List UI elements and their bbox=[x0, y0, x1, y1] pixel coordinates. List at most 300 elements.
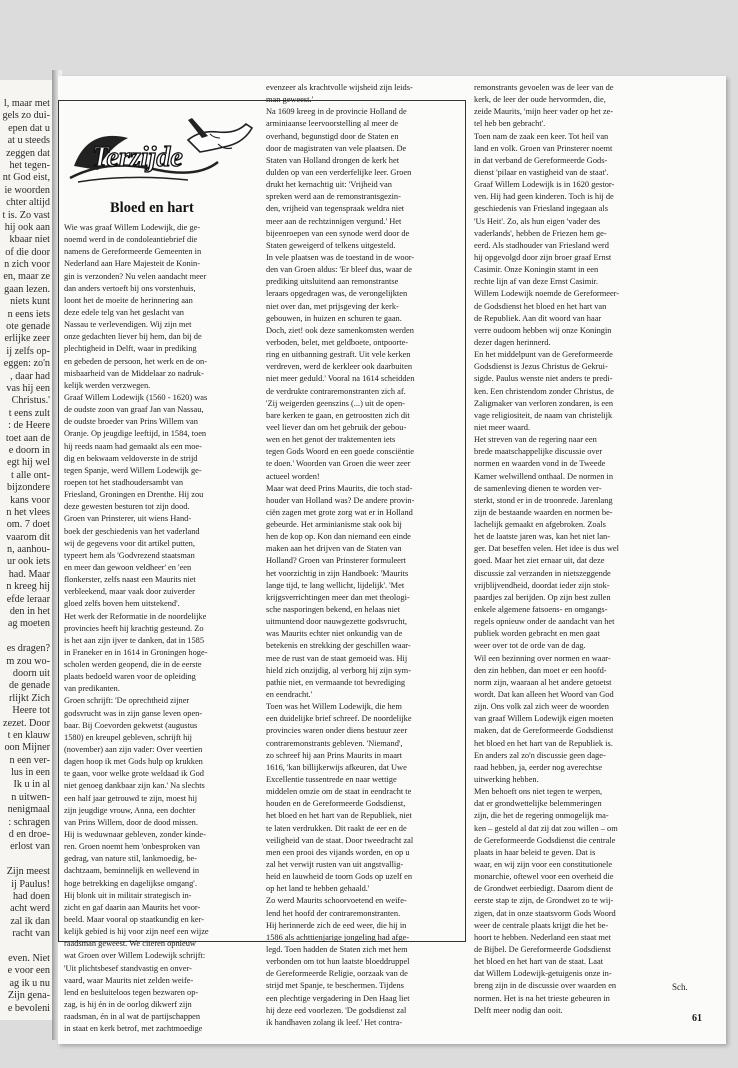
left-page-line: de genade bbox=[8, 680, 50, 692]
text-line: raadsman, én in al wat de partijschappen bbox=[64, 1012, 201, 1022]
left-page-line: n, aanhou- bbox=[7, 544, 50, 556]
text-line: zag, is hij én in de oorlog dikwerf zijn bbox=[64, 1000, 192, 1009]
left-page-line: had doen bbox=[12, 891, 50, 902]
text-line: flonkerster, zelfs naast een Maurits niet bbox=[64, 575, 196, 585]
text-line: uitwerking hebben. bbox=[474, 775, 539, 785]
text-line: Godsdienst is Jezus Christus de Gekrui- bbox=[474, 362, 608, 372]
left-page-line: n eens iets bbox=[7, 308, 50, 320]
left-page-line: kbaar niet bbox=[9, 234, 50, 246]
article-column-1 bbox=[64, 222, 256, 1035]
text-line: deze edele telg van het geslacht van bbox=[64, 307, 184, 317]
text-line: het bloed en het hart van de Republiek, niet bbox=[266, 811, 412, 821]
left-page-line: Christus.' bbox=[11, 395, 50, 407]
left-page-line: es dragen? bbox=[6, 643, 50, 655]
left-page-line: even. Niet bbox=[8, 952, 50, 964]
text-line: Casimir. Onze Koningin stamt in een bbox=[474, 265, 599, 275]
left-page-line: n zich voor bbox=[4, 259, 50, 271]
text-line: man geweest.' bbox=[266, 95, 314, 105]
terzijde-logo bbox=[68, 108, 258, 188]
text-line: plechtigheid in Delft, waar in prediking bbox=[64, 344, 197, 354]
text-line: ven. Hij had geen kinderen. Toch is hij de bbox=[474, 192, 614, 202]
left-page-line bbox=[0, 941, 50, 953]
text-line: meer aan de rechtzinnigen vergund.' Het bbox=[266, 216, 402, 226]
left-page-line: acht werd bbox=[10, 903, 50, 915]
text-line: het de laatste jaren was, kan het niet lan- bbox=[474, 532, 611, 542]
text-line: het voorzichtig in zijn Handboek: 'Maurits bbox=[266, 568, 409, 578]
left-page-line: nenigmaal bbox=[7, 804, 50, 816]
text-line: provincies heeft hij krachtig gesteund. Zo bbox=[64, 623, 204, 633]
text-line: hield zich onzijdig, al verborg hij zijn sym- bbox=[266, 665, 411, 675]
left-page-line: t en klauw bbox=[7, 729, 50, 741]
left-page-line: Ik u in al bbox=[13, 779, 50, 791]
text-line: lend en besluiteloos tegen bezwaren op- bbox=[64, 987, 199, 997]
left-page-line: ag ik u nu bbox=[9, 977, 50, 989]
text-line: Toen was het Willem Lodewijk, die hem bbox=[266, 702, 402, 712]
text-line: zigen, dat in onze staatsvorm Gods Woord bbox=[474, 908, 616, 918]
text-line: Nassau te verlevendigen. Wij zijn met bbox=[64, 320, 192, 330]
text-line: kelijk werden verzwegen. bbox=[64, 380, 151, 390]
text-line: de Gereformeerde Religie, oorzaak van de bbox=[266, 969, 408, 979]
text-line: te gaan, voor welke grote weldaad ik God bbox=[64, 769, 204, 779]
text-line: de oudste broeder van Prins Willem van bbox=[64, 417, 198, 427]
left-page-line: ij Paulus! bbox=[11, 878, 50, 890]
text-line: vaard, waar Maurits niet zelden weife- bbox=[64, 975, 194, 985]
text-line: 'Us Heit'. Zo, als hun eigen 'vader des bbox=[474, 216, 601, 226]
text-line: dagen hoop ik met Gods hulp op krukken bbox=[64, 757, 203, 767]
text-line: ren. Groen noemt hem 'onbesproken van bbox=[64, 842, 200, 852]
text-line: tegen Spanje, werd Willem Lodewijk ge- bbox=[64, 465, 202, 475]
text-line: en eendracht.' bbox=[266, 690, 313, 700]
text-line: niet over dan, met prijsgeving der kerk- bbox=[266, 301, 399, 311]
text-line: boek der geschiedenis van het vaderland bbox=[64, 526, 200, 536]
text-line: verbonden om tot hun laatste bloeddruppel bbox=[266, 957, 410, 967]
text-line: Het streven van de regering naar een bbox=[474, 435, 597, 445]
text-line: uitmuntend door nauwgezette godsvrucht, bbox=[266, 617, 407, 627]
left-page-line: lus in een bbox=[10, 767, 50, 779]
left-page-line: racht van bbox=[12, 928, 50, 940]
text-line: ken – gesteld al dat zij dat zou willen – om bbox=[474, 823, 618, 833]
text-line: Het werk der Reformatie in de noordelijke bbox=[64, 611, 207, 621]
text-line: zal het verwijt rusten van uit angstvallig- bbox=[266, 860, 404, 869]
text-line: dat Willem Lodewijk-getuigenis onze in- bbox=[474, 969, 612, 979]
text-line: waar, en wij zijn voor een constitutionele bbox=[474, 860, 613, 869]
text-line: legd. Toen hadden de Staten zich met hem bbox=[266, 944, 408, 954]
text-line: Wie was graaf Willem Lodewijk, die ge- bbox=[64, 223, 201, 232]
text-line: gin is verzonden? Nu velen aandacht meer bbox=[64, 271, 207, 281]
text-line: publiek worden gebracht en men gaat bbox=[474, 629, 600, 639]
text-line: bijeenroepen van een synode werd door de bbox=[266, 228, 410, 238]
text-line: baar. Bij Coevorden gekwetst (augustus bbox=[64, 720, 198, 730]
text-line: Maar wat deed Prins Maurits, die toch stad- bbox=[266, 483, 413, 493]
text-line: de Godsdienst het bloed en het hart van bbox=[474, 301, 607, 311]
text-line: enkele algemene fatsoens- en omgangs- bbox=[474, 605, 608, 615]
text-line: normen. Het is na het trieste gebeuren in bbox=[474, 993, 610, 1003]
article-column-3 bbox=[474, 82, 718, 1017]
text-line: spreken werd aan de remonstrantsgezin- bbox=[266, 192, 401, 202]
text-line: niet genoeg dankbaar zijn kan.' Na slechts bbox=[64, 781, 205, 791]
text-line: mee de rust van de staat gemoeid was. Hij bbox=[266, 653, 408, 663]
text-line: de verdrukte contraremonstranten zich af. bbox=[266, 386, 406, 396]
left-page-line: erlijke zeer bbox=[4, 333, 50, 345]
text-line: beeld. Maar vooral op staatkundig en ker- bbox=[64, 915, 205, 925]
text-line: middelen omzie om de staat in eendracht te bbox=[266, 787, 412, 797]
text-line: niet meer waard. bbox=[474, 422, 531, 432]
text-line: krijgsverrichtingen meer dan met theologi- bbox=[266, 592, 410, 602]
text-line: zijn. Ons volk zal zich weer de woorden bbox=[474, 702, 609, 712]
logo-text: Terzijde bbox=[92, 142, 183, 173]
left-page-line: bijzondere bbox=[7, 482, 50, 494]
text-line: in Franeker en in 1614 in Groningen hoge- bbox=[64, 647, 208, 657]
left-page-line: niets kunt bbox=[10, 296, 50, 308]
left-page-line: erlost van bbox=[10, 841, 50, 853]
text-line: Doch, ziet! ook deze samenkomsten werden bbox=[266, 325, 414, 335]
text-line: geschiedenis van Friesland ingegaan als bbox=[474, 204, 608, 214]
left-page-line bbox=[0, 631, 50, 643]
left-page-line: doorn uit bbox=[12, 667, 50, 679]
text-line: vrijblijvendheid, doordat ieder zijn stok- bbox=[474, 580, 610, 590]
text-line: eerste stap te zijn, de Grondwet zo te wij- bbox=[474, 896, 614, 906]
text-line: ger. Dat beseffen velen. Het idee is dus wel bbox=[474, 544, 619, 554]
text-line: monarchie, oftewel voor een overheid die bbox=[474, 872, 614, 882]
left-page-line: of die door bbox=[5, 246, 50, 258]
left-page-line: zeggen dat bbox=[6, 147, 50, 159]
text-line: betekenis en strekking der geschillen waar- bbox=[266, 641, 411, 651]
text-line: scholen werden geopend, die in de eerste bbox=[64, 660, 202, 670]
text-line: zijn de bestaande waarden en normen be- bbox=[474, 507, 613, 517]
text-line: paardjes zal berijden. Op zijn best zullen bbox=[474, 592, 611, 602]
text-line: normen en waarden vond in de Tweede bbox=[474, 459, 606, 469]
text-line: een half jaar getrouwd te zijn, moest hij bbox=[64, 793, 198, 803]
text-line: wij de gegevens voor dit artikel putten, bbox=[64, 538, 195, 548]
article-column-2 bbox=[266, 82, 459, 1029]
left-page-line: : schragen bbox=[8, 816, 50, 828]
left-page-line: ote genade bbox=[6, 321, 50, 333]
text-line: sigde. Paulus wenste niet anders te predi- bbox=[474, 374, 613, 384]
text-line: raadsman geweest. We citeren opnieuw bbox=[64, 939, 196, 949]
text-line: Hij blonk uit in militair strategisch in- bbox=[64, 890, 192, 900]
left-page-line: oon Mijner bbox=[4, 742, 50, 754]
text-line: Zaligmaker van verloren zondaren, is een bbox=[474, 398, 614, 408]
text-line: actueel worden! bbox=[266, 471, 320, 481]
text-line: in dat verband de Gereformeerde Gods- bbox=[474, 155, 608, 165]
text-line: dig en bekwaam veldoverste in de strijd bbox=[64, 453, 198, 463]
text-line: Hij is weduwnaar gebleven, zonder kinde- bbox=[64, 830, 206, 840]
text-line: 1586 als achttienjarige jongeling had afge- bbox=[266, 932, 410, 942]
text-line: vaderlands', hebben de Friezen hem ge- bbox=[474, 228, 607, 238]
text-line: te doen.' Woorden van Groen die weer zeer bbox=[266, 459, 411, 469]
left-page-line: e bevoleni bbox=[7, 1002, 50, 1014]
text-line: verbleekend, maar vaak door zuiverder bbox=[64, 587, 195, 597]
text-line: misbaarheid van de Middelaar zo nadruk- bbox=[64, 368, 204, 378]
text-line: Wil een bezinning over normen en waar- bbox=[474, 653, 611, 663]
text-line: overhand, begunstigd door de Staten en bbox=[266, 131, 399, 141]
text-line: dan anders vertoeft bij ons vorstenhuis, bbox=[64, 283, 196, 293]
left-page-line: t is. Zo vast bbox=[2, 209, 50, 221]
text-line: hij opgevolgd door zijn broer graaf Ernst bbox=[474, 252, 612, 262]
text-line: heid en lauwheid de toorn Gods op uzelf en bbox=[266, 872, 413, 882]
text-line: 1580) en kreupel gebleven, schrijft hij bbox=[64, 732, 192, 742]
text-line: regels opnieuw onder de aandacht van het bbox=[474, 617, 615, 627]
text-line: den van Groen aldus: 'Er bleef dus, waar de bbox=[266, 265, 412, 275]
text-line: de Gereformeerde Godsdienst die centrale bbox=[474, 835, 616, 845]
text-line: Nederland aan Hare Majesteit de Konin- bbox=[64, 259, 201, 269]
text-line: dezer dagen herinnerd. bbox=[474, 337, 551, 347]
text-line: zo schreef hij aan Prins Maurits in maart bbox=[266, 750, 403, 760]
text-line: eerd. Als stadhouder van Friesland werd bbox=[474, 240, 609, 250]
text-line: den zin hebben, dan moet er een hoofd- bbox=[474, 665, 607, 675]
text-line: de Republiek. Aan dit woord van haar bbox=[474, 313, 602, 323]
text-line: rechte lijn af van deze Ernst Casimir. bbox=[474, 277, 598, 287]
left-page-line: Heere tot bbox=[12, 705, 50, 717]
left-page-line: n kreeg hij bbox=[6, 581, 50, 593]
text-line: land en volk. Groen van Prinsterer noemt bbox=[474, 143, 613, 153]
text-line: ken. Een christendom zonder Christus, de bbox=[474, 386, 614, 396]
page-number: 61 bbox=[692, 1013, 702, 1024]
left-page-line: n het vlees bbox=[6, 506, 50, 518]
left-page-line: toet aan de bbox=[5, 432, 50, 444]
text-line: Delft meer nodig dan ooit. bbox=[474, 1005, 563, 1015]
text-line: Na 1609 kreeg in de provincie Holland de bbox=[266, 107, 407, 117]
text-line: 'Zij weigerden geenszins (...) uit de open- bbox=[266, 398, 405, 408]
left-page-line: l, maar met bbox=[3, 98, 50, 109]
text-line: van predikanten. bbox=[64, 684, 120, 694]
text-line: gedrag, van nature stil, lankmoedig, be- bbox=[64, 854, 198, 864]
text-line: namens de Gereformeerde Gemeenten in bbox=[64, 247, 202, 257]
text-line: breng zijn in de discussie over waarden en bbox=[474, 981, 617, 991]
left-page-line: at u steeds bbox=[7, 135, 50, 147]
text-line: Staten van Holland drongen de kerk het bbox=[266, 155, 400, 165]
left-page-line: efde leraar bbox=[6, 593, 50, 605]
text-line: dat er grondwettelijke belemmeringen bbox=[474, 799, 602, 809]
text-line: contraremonstrants gebleven. 'Niemand', bbox=[266, 738, 403, 748]
text-line: (november) aan zijn vader: Over veertien bbox=[64, 745, 203, 755]
text-line: Friesland, Groningen en Drenthe. Hij zou bbox=[64, 490, 204, 500]
text-line: Willem Lodewijk noemde de Gereformeer- bbox=[474, 289, 620, 299]
left-page-line: , daar had bbox=[10, 370, 50, 382]
text-line: vage religiositeit, de naam van christelijk bbox=[474, 410, 613, 420]
text-line: evenzeer als krachtvolle wijsheid zijn leids- bbox=[266, 83, 413, 92]
text-line: plaats in haar beleid te geven. Dat is bbox=[474, 847, 596, 857]
text-line: op het land te hebben gehaald.' bbox=[266, 884, 370, 894]
text-line: niet meer geduld.' Vooral na 1614 scheidden bbox=[266, 374, 415, 384]
text-line: wen en het genot der traktementen iets bbox=[266, 435, 396, 445]
left-page-line: n een ver- bbox=[9, 754, 50, 766]
text-line: Holland? Groen van Prinsterer formuleert bbox=[266, 556, 406, 566]
text-line: dulden op van een verderfelijke leer. Groen bbox=[266, 167, 412, 177]
left-page-line: rlijkt Zich bbox=[8, 692, 50, 704]
text-line: Zo werd Maurits schoorvoetend en weife- bbox=[266, 896, 407, 906]
text-line: wat Groen over Willem Lodewijk schrijft: bbox=[64, 951, 206, 961]
left-page-line: het tegen- bbox=[9, 159, 50, 171]
left-page-line: egt hij wel bbox=[6, 457, 50, 469]
text-line: Groen schrijft: 'De oprechtheid zijner bbox=[64, 696, 190, 706]
author-signature: Sch. bbox=[672, 982, 688, 992]
text-line: dienst 'pilaar en vastigheid van de staat'. bbox=[474, 167, 609, 177]
left-page-line: en, maar ze bbox=[3, 271, 50, 283]
text-line: pathie niet, en vermaande tot bevrediging bbox=[266, 677, 406, 687]
text-line: veel liever dan om het gebruik der gebou- bbox=[266, 422, 407, 432]
text-line: een duidelijke brief schreef. De noordelijke bbox=[266, 714, 412, 724]
text-line: gloed zelfs boven hem uitstekend'. bbox=[64, 599, 180, 609]
text-line: plaats bedoeld waren voor de opleiding bbox=[64, 672, 196, 682]
text-line: van graaf Willem Lodewijk eigen moeten bbox=[474, 714, 614, 724]
text-line: hij reeds naam had gemaakt als een moe- bbox=[64, 441, 202, 451]
text-line: In vele plaatsen was de toestand in de woor- bbox=[266, 252, 415, 262]
text-line: Toen nam de zaak een keer. Tot heil van bbox=[474, 131, 609, 141]
text-line: onze gedachten liever bij hem, dan bij de bbox=[64, 332, 202, 342]
left-page-line: gels zo dui- bbox=[2, 110, 50, 122]
text-line: provincies waren onder diens bestuur zeer bbox=[266, 726, 408, 736]
text-line: hij deze eed voorlezen. 'De godsdienst zal bbox=[266, 1005, 407, 1015]
left-page-line: den in het bbox=[9, 606, 50, 618]
text-line: raad hebben, ja, eerder nog averechtse bbox=[474, 762, 603, 772]
left-page-line: e voor een bbox=[7, 965, 50, 977]
text-line: een plechtige vergadering in Den Haag liet bbox=[266, 993, 410, 1003]
left-page-line: ie woorden bbox=[4, 184, 50, 196]
text-line: Excellentie tussentrede en naar wettige bbox=[266, 775, 397, 785]
text-line: veiligheid van de staat. Door tweedracht zal bbox=[266, 835, 414, 845]
text-line: 'Uit plichtsbesef standvastig en onver- bbox=[64, 963, 192, 973]
text-line: noemd werd in de condoleantiebrief die bbox=[64, 235, 198, 245]
left-page-line: : de Heere bbox=[8, 420, 50, 432]
text-line: men een prooi des vijands worden, en op u bbox=[266, 847, 410, 857]
text-line: norm zijn, waaraan al het andere getoetst bbox=[474, 677, 612, 687]
text-line: arminiaanse leervoorstelling al meer de bbox=[266, 119, 399, 129]
left-page-line: ij zelfs op- bbox=[6, 345, 50, 357]
left-page-line bbox=[0, 854, 50, 866]
text-line: En het middelpunt van de Gereformeerde bbox=[474, 350, 613, 360]
text-line: zicht en gaf daarin aan Maurits het voor- bbox=[64, 902, 201, 912]
left-page-line: zezet. Door bbox=[3, 717, 50, 729]
text-line: gebouwen, in huizen en schuren te gaan. bbox=[266, 313, 402, 323]
left-page-line: ag moeten bbox=[7, 618, 50, 630]
left-page-line: t alle ont- bbox=[10, 469, 50, 481]
text-line: Oranje. Op jeugdige leeftijd, in 1584, toen bbox=[64, 429, 207, 439]
left-page-line: t eens zult bbox=[8, 407, 50, 419]
text-line: door de magistraten van vele plaatsen. De bbox=[266, 143, 407, 153]
article-title: Bloed en hart bbox=[110, 200, 194, 216]
left-page-line: gaan lezen. bbox=[4, 283, 50, 295]
text-line: de Bijbel. De Gereformeerde Godsdienst bbox=[474, 944, 611, 954]
text-line: sterkt, stond er in de troonrede. Jarenlang bbox=[474, 495, 613, 505]
text-line: Graaf Willem Lodewijk is in 1620 gestor- bbox=[474, 180, 615, 190]
text-line: drukt het kernachtig uit: 'Vrijheid van bbox=[266, 180, 392, 190]
text-line: van Prins Willem, door de dood missen. bbox=[64, 817, 198, 827]
text-line: hen de kop op. Kon dan niemand een einde bbox=[266, 532, 411, 542]
text-line: het bloed en het hart van de staat. Laat bbox=[474, 957, 604, 967]
text-line: deze gewesten besturen tot zijn dood. bbox=[64, 502, 190, 512]
text-line: typeert hem als 'Godvrezend staatsman bbox=[64, 550, 195, 560]
left-page-line: hij ook aan bbox=[4, 221, 50, 233]
text-line: in staat en kerk betrof, met zachtmoedige bbox=[64, 1024, 203, 1034]
text-line: weer over tot de orde van de dag. bbox=[474, 641, 586, 651]
text-line: de oudste zoon van graaf Jan van Nassau, bbox=[64, 405, 204, 415]
text-line: Men behoeft ons niet tegen te werpen, bbox=[474, 787, 603, 797]
text-line: tegen Gods Woord en een goede consciëntie bbox=[266, 447, 415, 457]
text-line: remonstrants gevoelen was de leer van de bbox=[474, 83, 614, 92]
text-line: tel heb ben gebracht'. bbox=[474, 119, 546, 129]
left-page-line: m zou wo- bbox=[6, 655, 50, 667]
text-line: roepen tot het stadhoudersambt van bbox=[64, 477, 184, 487]
text-line: hoort te hebben. Nederland een staat met bbox=[474, 932, 611, 942]
left-page-line: had. Maar bbox=[8, 568, 50, 580]
text-line: Staten geweigerd of telkens uitgesteld. bbox=[266, 240, 396, 250]
text-line: leraars opgedragen was, de verongelijkten bbox=[266, 289, 408, 299]
text-line: te laten verdrukken. Dit raakt de eer en de bbox=[266, 823, 407, 833]
left-page-line: zal ik dan bbox=[10, 915, 50, 927]
quill-hand-icon bbox=[68, 108, 258, 188]
left-page-line: vas hij een bbox=[6, 382, 50, 394]
text-line: Hij herinnerde zich de eed weer, die hij in bbox=[266, 920, 407, 930]
text-line: gebeurde. Het arminianisme stak ook bij bbox=[266, 520, 402, 530]
text-line: ring en uitbanning gestraft. Uit vele kerken bbox=[266, 350, 411, 360]
text-line: Kamer welwillend onthaal. De normen in bbox=[474, 471, 614, 481]
text-line: en meer dan gewoon veldheer' en 'een bbox=[64, 562, 192, 572]
text-line: verdreven, werd de kerkleer ook daarbuiten bbox=[266, 362, 413, 372]
left-page-line: n uitwen- bbox=[11, 791, 50, 803]
left-page-line: chter altijd bbox=[6, 197, 50, 209]
text-line: zijn jeugdige vrouw, Anna, een dochter bbox=[64, 805, 196, 815]
text-line: hoge betrekking en dagelijkse omgang'. bbox=[64, 878, 197, 888]
left-page-line: epen dat u bbox=[8, 122, 50, 134]
left-page-line: e doorn in bbox=[8, 444, 50, 456]
text-line: goed. Maar het ziet ernaar uit, dat deze bbox=[474, 556, 605, 566]
left-page-edge bbox=[0, 80, 53, 1020]
left-page-text bbox=[0, 98, 50, 1015]
text-line: den, vrijheid van tegenspraak weldra niet bbox=[266, 204, 405, 214]
text-line: de samenleving dienen te worden ver- bbox=[474, 483, 602, 493]
text-line: lange tijd, te lang wellicht, lijdelijk'. 'Met bbox=[266, 580, 405, 590]
text-line: wordt. Dat kan alleen het Woord van God bbox=[474, 690, 614, 700]
left-page-line: vaarom dit bbox=[6, 531, 50, 543]
text-line: Graaf Willem Lodewijk (1560 - 1620) was bbox=[64, 392, 208, 402]
text-line: bare kerken te gaan, en getroostten zich dit bbox=[266, 410, 410, 420]
left-page-line: d en droe- bbox=[8, 829, 50, 841]
text-line: loont het de moeite de herinnering aan bbox=[64, 295, 193, 305]
text-line: verre oudoom hebben wij onze Koningin bbox=[474, 325, 612, 335]
left-page-line: eggen: zo'n bbox=[3, 358, 50, 370]
text-line: en gebeden de persoon, het werk en de on- bbox=[64, 356, 208, 366]
left-page-line: om. 7 doet bbox=[6, 519, 50, 531]
text-line: is het aan zijn ijver te danken, dat in 1585 bbox=[64, 635, 205, 645]
text-line: houden en de Gereformeerde Godsdienst, bbox=[266, 799, 406, 809]
text-line: 1616, 'kan billijkerwijs afkeuren, dat Uwe bbox=[266, 762, 407, 772]
left-page-line: ur ook iets bbox=[6, 556, 50, 568]
left-page-line: Zijn meest bbox=[6, 866, 50, 878]
text-line: verboden, belet, met geldboete, ontpoorte- bbox=[266, 337, 409, 347]
text-line: brede maatschappelijke discussie over bbox=[474, 447, 603, 457]
left-page-line: Zijn gena- bbox=[7, 990, 50, 1002]
text-line: zijn, die het de regering onmogelijk ma- bbox=[474, 811, 609, 821]
text-line: weer de centrale plaats krijgt die het be- bbox=[474, 920, 609, 930]
text-line: discussie zal verzanden in nietszeggende bbox=[474, 568, 611, 578]
text-line: kerk, de leer der oude hervormden, die, bbox=[474, 95, 606, 105]
left-page-line: kans voor bbox=[10, 494, 50, 506]
text-line: lend het hoofd der contraremonstranten. bbox=[266, 908, 401, 918]
text-line: dachtzaam, beminnelijk en wellevend in bbox=[64, 866, 200, 876]
left-page-line: nt God eist, bbox=[2, 172, 50, 184]
text-line: godsvrucht was in zijn ganse leven open- bbox=[64, 708, 203, 718]
text-line: maken, dat de Gereformeerde Godsdienst bbox=[474, 726, 614, 736]
text-line: maken aan het drijven van de Staten van bbox=[266, 544, 402, 554]
text-line: zeide Maurits, 'mijn heer vader op het ze- bbox=[474, 107, 614, 117]
text-line: kelijk gebied is hij voor zijn neef een wijze bbox=[64, 927, 209, 937]
text-line: lachelijk gemaakt en afgebroken. Zoals bbox=[474, 520, 606, 530]
text-line: de Grondwet eerbiedigt. Daarom dient de bbox=[474, 884, 614, 894]
text-line: En anders zal zo'n discussie geen dage- bbox=[474, 750, 606, 760]
text-line: het bloed en het hart van de Republiek is. bbox=[474, 738, 613, 748]
text-line: strijd met Spanje, te beschermen. Tijdens bbox=[266, 981, 404, 991]
